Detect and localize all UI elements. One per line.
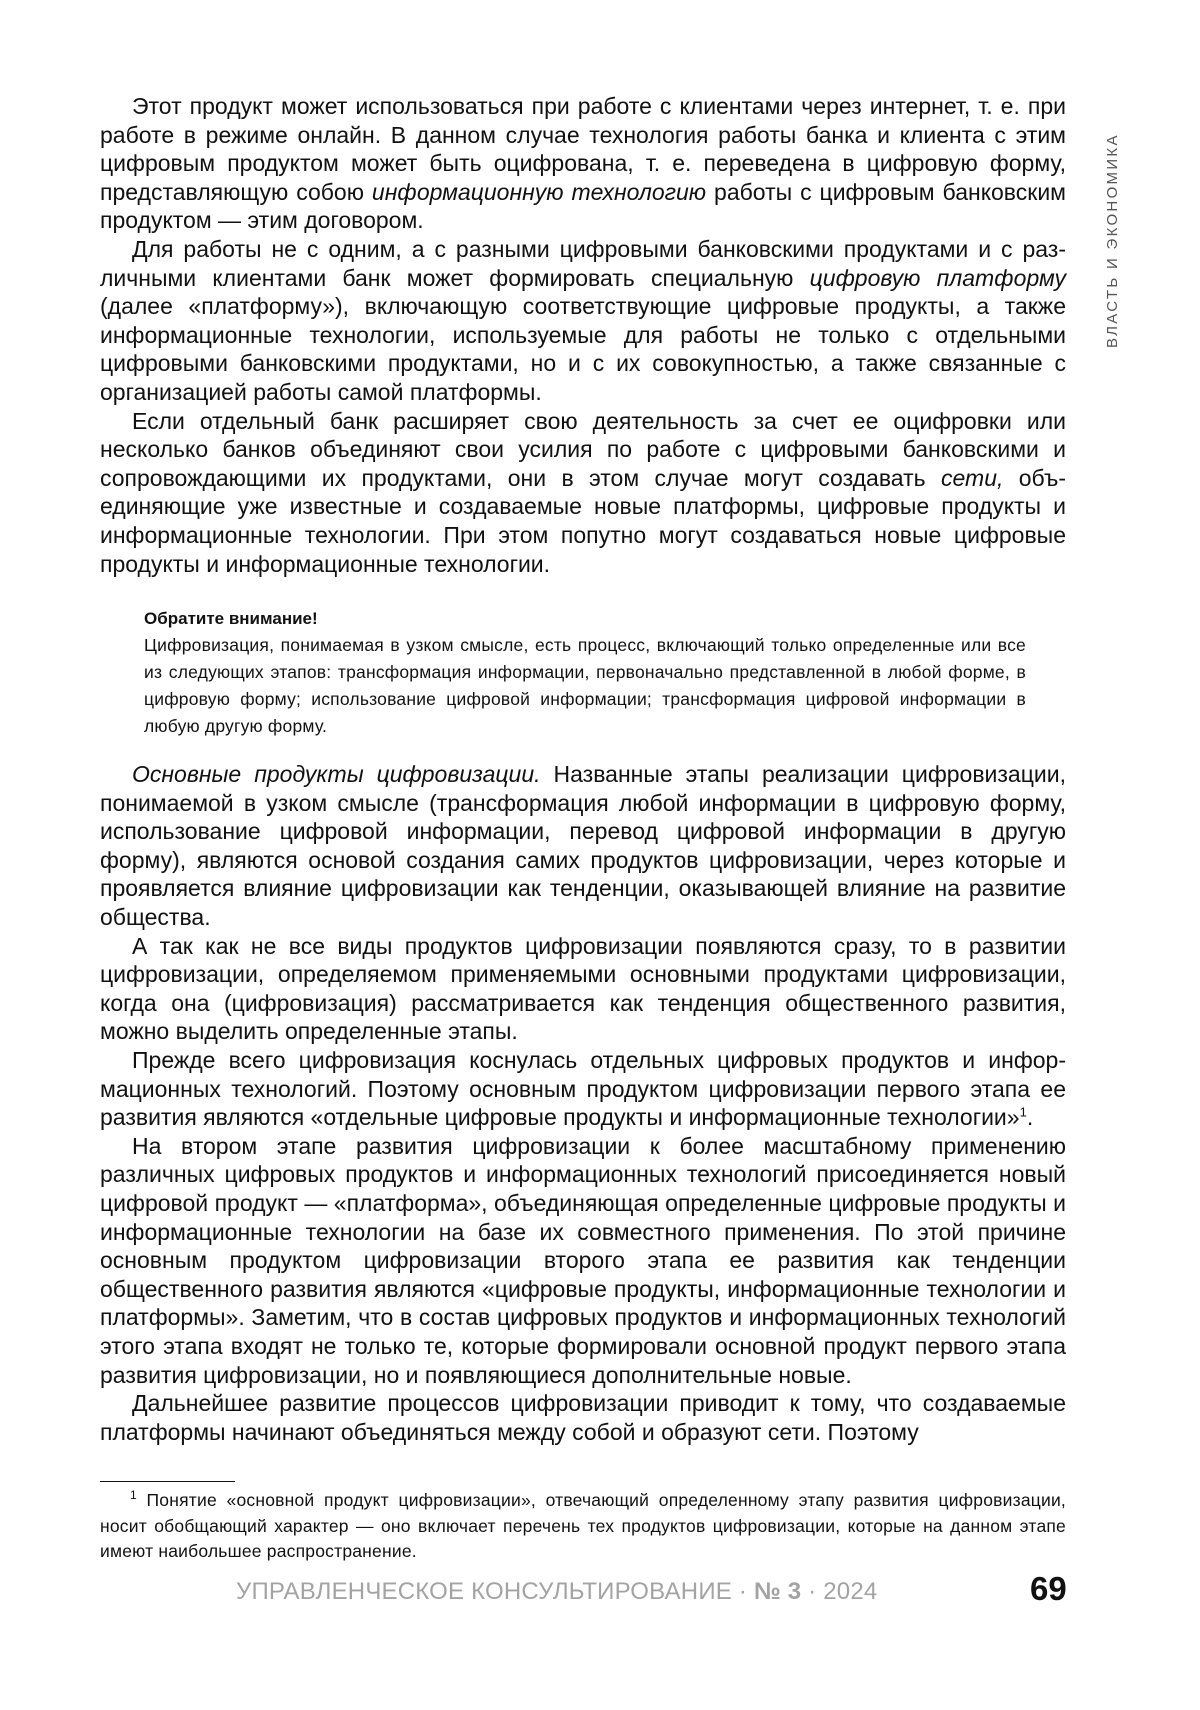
- paragraph: [100, 407, 1066, 579]
- footnote-number: 1: [130, 1488, 137, 1503]
- article-body: [100, 92, 1066, 1446]
- separator: ·: [801, 1578, 824, 1605]
- paragraph: [100, 932, 1066, 1046]
- emphasis-text: информационную технологию: [371, 178, 707, 205]
- paragraph: [100, 235, 1066, 407]
- footnote: [100, 1488, 1066, 1565]
- paragraph-text: Дальнейшее развитие процессов цифровизации приводит к тому, что создаваемые платформы начинают объединяться между собой и образуют сети. Поэтому: [100, 1390, 1066, 1445]
- notice-title: Обратите внимание!: [144, 609, 318, 629]
- paragraph-text: На втором этапе развития цифровизации к более масштабному применению различных цифровых продуктов и информационных технологий присоединяется новый цифровой продукт — «платформа», объединяющая определенные цифровые продукты и информационные технологии на базе их совместного применения. По этой причине основным продуктом цифровизации второго этапа ее развития как тенденции общественного развития являются «цифровые продукты, информационные технологии и платформы». Заметим, что в состав цифровых продуктов и информационных технологий этого этапа входят не только те, которые формировали основной продукт первого этапа развития цифровизации, но и появляющиеся дополнительные новые.: [100, 1132, 1066, 1388]
- paragraph-text: объединяющие уже известные и создаваемые новые платформы, цифровые продукты и информационные технологии. При этом попутно могут создаваться новые цифровые продукты и информационные технологии.: [100, 464, 1067, 577]
- paragraph: [100, 92, 1066, 235]
- paragraph-text: Прежде всего цифровизация коснулась отдельных цифровых продуктов и информационных технологий. Поэтому основным продуктом цифровизации первого этапа ее развития являются «отдельные цифровые продукты и информационные технологии»: [100, 1047, 1066, 1131]
- journal-title: УПРАВЛЕНЧЕСКОЕ КОНСУЛЬТИРОВАНИЕ: [236, 1578, 732, 1605]
- separator: ·: [732, 1578, 754, 1605]
- notice-box: [144, 606, 1026, 740]
- paragraph: [100, 760, 1066, 932]
- emphasis-text: Основные продукты цифровизации.: [132, 761, 541, 788]
- paragraph-text: Этот продукт может использоваться при работе с клиентами через интернет, т. е. при работе в режиме онлайн. В данном случае технология работы банка и клиента с этим цифровым продуктом может быть оцифрована, т. е. переведена в цифровую форму, представляющую собою: [100, 93, 1066, 205]
- paragraph-text: А так как не все виды продуктов цифровизации появляются сразу, то в развитии цифровизации, определяемом применяемыми основными продуктами цифровизации, когда она (цифровизация) рассматривается как тенденция общественного развития, можно выделить определенные этапы.: [100, 932, 1066, 1045]
- paragraph: [100, 1046, 1066, 1132]
- paragraph: [100, 1389, 1066, 1446]
- footnote-text: Понятие «основной продукт цифровизации», отвечающий определенному этапу развития цифровизации, носит обобщающий характер — оно включает перечень тех продуктов цифровизации, которые на данном этапе имеют наибольшее распространение.: [100, 1490, 1066, 1561]
- paragraph-text: Названные этапы реализации цифровизации, понимаемой в узком смысле (трансформация любой информации в цифровую форму, использование цифровой информации, перевод цифровой информации в другую форму), являются основой создания самих продуктов цифровизации, через которые и проявляется влияние цифровизации как тенденции, оказывающей влияние на развитие общества.: [100, 761, 1066, 931]
- paragraph-text: .: [1026, 1104, 1034, 1131]
- paragraph-group-top: [100, 92, 1066, 578]
- page-number: 69: [1030, 1570, 1067, 1607]
- paragraph-group-bottom: [100, 760, 1066, 1446]
- footnote-reference: 1: [1019, 1104, 1027, 1120]
- paragraph-text: Если отдельный банк расширяет свою деятельность за счет ее оцифровки или несколько банков объединяют свои усилия по работе с цифровыми банковскими и сопровождающими их продуктами, они в этом случае могут создавать: [100, 407, 1066, 491]
- paragraph-text: Для работы не с одним, а с разными цифровыми банковскими продуктами и с различными клиентами банк может формировать специальную: [100, 235, 1066, 291]
- issue-year: 2024: [823, 1578, 878, 1605]
- notice-text: Цифровизация, понимаемая в узком смысле, есть процесс, включающий только определенные или все из следующих этапов: трансформация информации, первоначально представленной в любой форме, в цифровую форму; использование цифровой информации; трансформация цифровой информации в любую другую форму.: [144, 635, 1026, 737]
- section-label: ВЛАСТЬ И ЭКОНОМИКА: [1104, 133, 1121, 348]
- paragraph-text: работы с цифровым банковским продуктом — этим договором.: [100, 178, 1066, 234]
- issue-number: № 3: [753, 1578, 802, 1605]
- paragraph: [100, 1132, 1066, 1389]
- footnote-divider: [100, 1481, 235, 1482]
- emphasis-text: сети,: [941, 464, 1004, 491]
- emphasis-text: цифровую платформу: [809, 264, 1066, 291]
- paragraph-text: (далее «платформу»), включающую соответствующие цифровые продукты, а также информационные технологии, используемые для работы не только с отдельными цифровыми банковскими продуктами, но и с их совокупностью, а также связанные с организацией работы самой платформы.: [100, 293, 1066, 405]
- journal-footer: [236, 1578, 877, 1606]
